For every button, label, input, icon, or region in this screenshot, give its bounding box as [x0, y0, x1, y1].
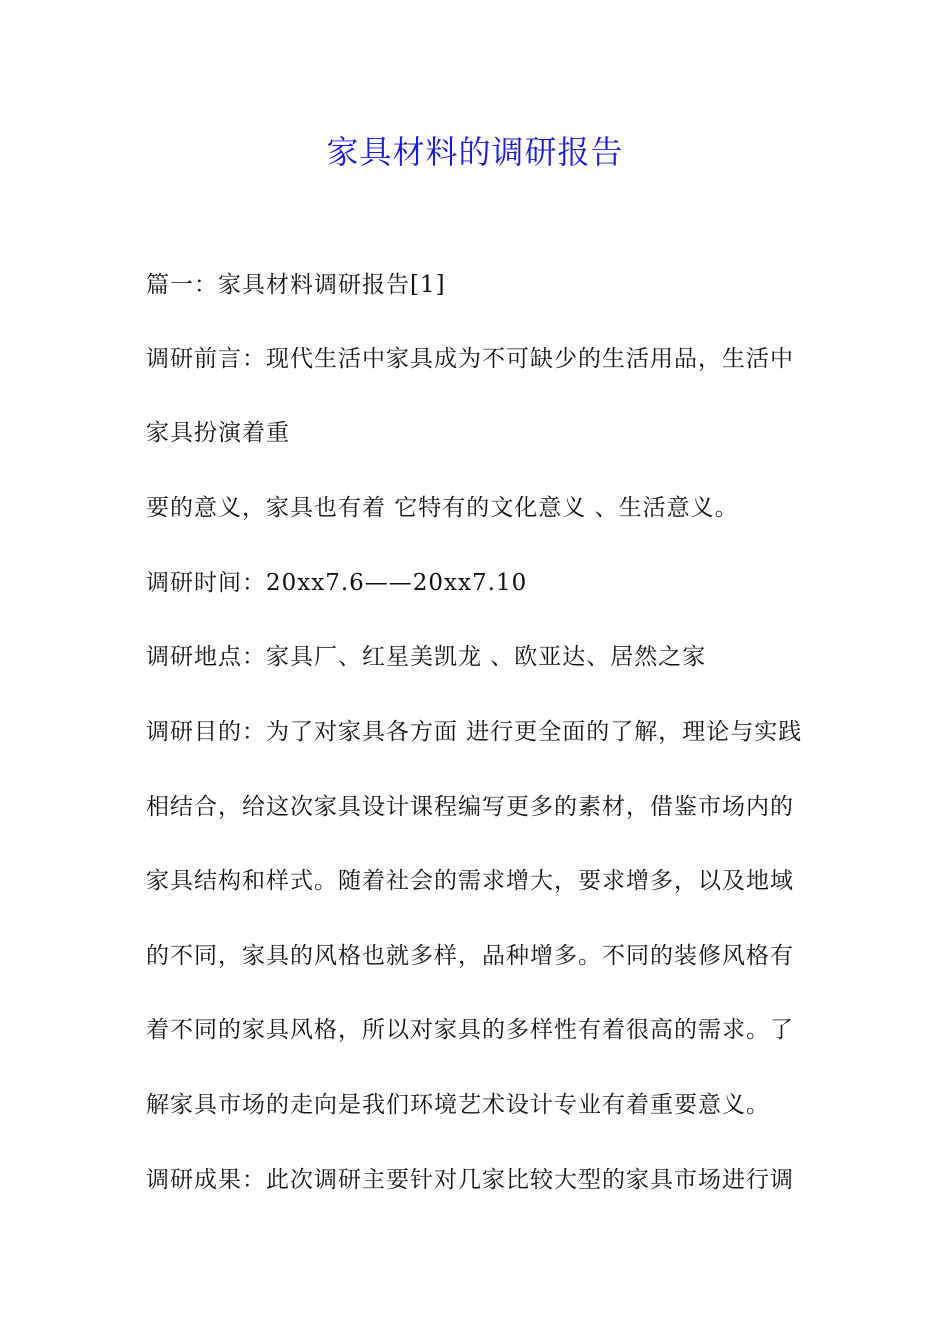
document-title: 家具材料的调研报告 [326, 133, 624, 171]
text-line: 调研前言：现代生活中家具成为不可缺少的生活用品，生活中 [146, 346, 794, 372]
section-heading: 篇一：家具材料调研报告[1] [146, 272, 446, 298]
text-line: 家具结构和样式。随着社会的需求增大，要求增多，以及地域 [146, 868, 794, 894]
text-line: 调研时间：20xx7.6——20xx7.10 [146, 570, 528, 596]
text-line: 调研地点：家具厂、红星美凯龙 、欧亚达、居然之家 [146, 644, 707, 670]
text-line: 解家具市场的走向是我们环境艺术设计专业有着重要意义。 [146, 1092, 770, 1118]
text-line: 家具扮演着重 [146, 420, 290, 446]
text-line: 相结合，给这次家具设计课程编写更多的素材，借鉴市场内的 [146, 794, 794, 820]
text-line: 的不同，家具的风格也就多样，品种增多。不同的装修风格有 [146, 943, 794, 969]
text-line: 调研目的：为了对家具各方面 进行更全面的了解，理论与实践 [146, 719, 803, 745]
text-line: 要的意义，家具也有着 它特有的文化意义 、生活意义。 [146, 495, 739, 521]
text-line: 调研成果：此次调研主要针对几家比较大型的家具市场进行调 [146, 1167, 794, 1193]
text-line: 着不同的家具风格，所以对家具的多样性有着很高的需求。了 [146, 1017, 794, 1043]
